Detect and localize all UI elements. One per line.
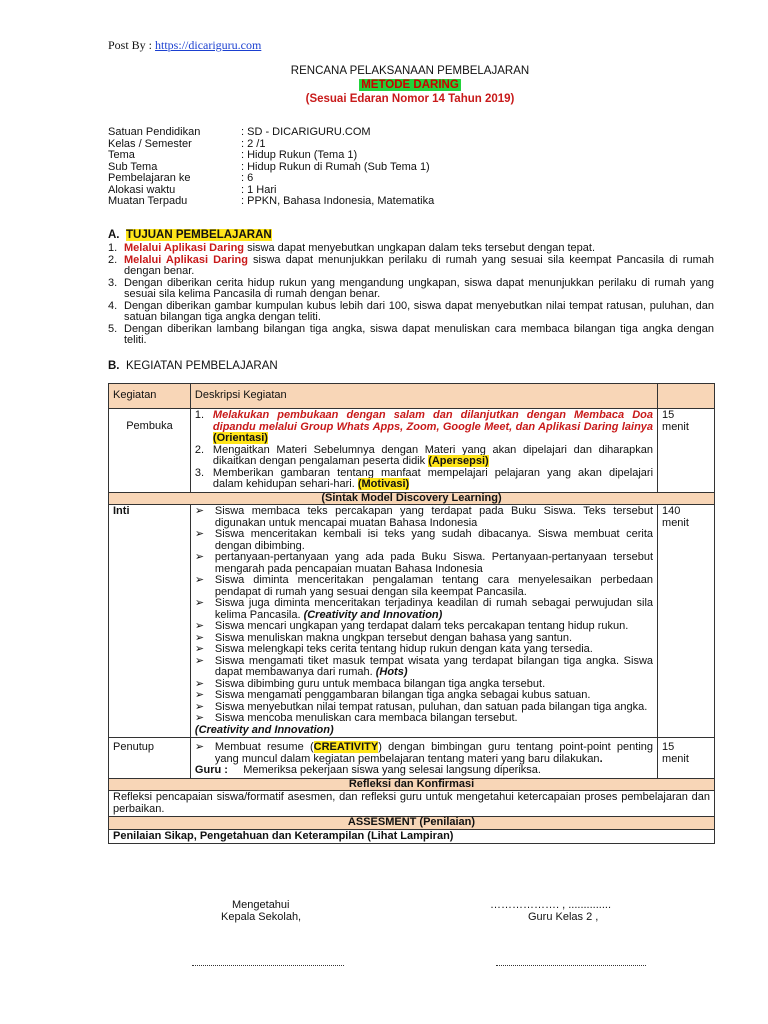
col-kegiatan: Kegiatan [109,384,191,409]
list-item: ➢ Siswa diminta menceritakan pengalaman tentang cara menyelesaikan perbedaan pendapat di rumah yang sesuai dengan sila keempat Pancasila. [194,574,654,598]
table-header-row [109,384,715,409]
list-item: ➢ Siswa dibimbing guru untuk membaca bilangan tiga angka tersebut. [194,677,546,690]
list-item: ➢ Membuat resume (CREATIVITY) dengan bimbingan guru tentang point-point penting yang muncul dalam kegiatan pembelajaran tentang materi yang baru dilakukan. [194,741,654,765]
table-row-assesment-title [109,817,715,830]
col-deskripsi: Deskripsi Kegiatan [190,384,657,409]
post-by [108,38,261,53]
list-item: ➢ Siswa juga diminta menceritakan terjadinya keadilan di rumah sebagai perwujudan sila kelima Pancasila. (Creativity and Innovation) [194,597,654,621]
list-item: 2. Melalui Aplikasi Daring siswa dapat menunjukkan perilaku di rumah yang sesuai sila keempat Pancasila di rumah dengan benar. [108,253,714,277]
table-row-inti [109,505,715,738]
list-item: 5. Dengan diberikan lambang bilangan tiga angka, siswa dapat menuliskan cara membaca bilangan tiga angka dengan teliti. [108,322,714,346]
list-item: ➢ pertanyaan-pertanyaan yang ada pada Buku Siswa. Pertanyaan-pertanyaan tersebut mengarah pada pencapaian muatan Bahasa Indonesia [194,551,654,575]
table-row-penutup [109,738,715,779]
identity-row: Tema : Hidup Rukun (Tema 1) [108,149,358,161]
row-label-pembuka: Pembuka [109,409,191,493]
list-item: ➢ Siswa mengamati penggambaran bilangan tiga angka sebagai kubus satuan. [194,689,591,701]
post-by-label: Post By : [108,38,156,52]
doc-title [0,64,768,106]
doc-title-line3: (Sesuai Edaran Nomor 14 Tahun 2019) [305,93,515,105]
signature-left: Mengetahui Kepala Sekolah, [221,899,302,923]
list-item: ➢ Siswa mencari ungkapan yang terdapat dalam teks percakapan tentang hidup rukun. [194,620,629,632]
signature-right: ………………. , .............. Guru Kelas 2 , [490,899,612,923]
guru-note: Guru : Memeriksa pekerjaan siswa yang selesai langsung diperiksa. [194,764,541,776]
row-label-inti: Inti [109,505,191,738]
time-pembuka: 15 menit [658,409,715,493]
list-item: ➢ Siswa mengamati tiket masuk tempat wisata yang terdapat bilangan tiga angka. Siswa dapat membawanya dari rumah. (Hots) [194,654,654,678]
time-inti: 140 menit [658,505,715,738]
list-item: 1. Melakukan pembukaan dengan salam dan dilanjutkan dengan Membaca Doa dipandu melalui Group Whats Apps, Zoom, Google Meet, dan Aplikasi Daring lainya (Orientasi) [194,409,654,444]
section-a-heading: A. TUJUAN PEMBELAJARAN [108,229,272,241]
identity-row: Sub Tema : Hidup Rukun di Rumah (Sub Tema 1) [108,160,430,173]
list-item: 3. Dengan diberikan cerita hidup rukun yang mengandung ungkapan, siswa dapat menunjukkan perilaku di rumah yang sesuai sila kelima Pancasila di rumah dengan benar. [108,276,714,300]
identity-row: Satuan Pendidikan : SD - DICARIGURU.COM [108,126,371,138]
inti-closing-tag: (Creativity and Innovation) [194,723,334,736]
identity-row: Kelas / Semester : 2 /1 [108,137,266,150]
sintak-band: (Sintak Model Discovery Learning) [109,492,715,505]
list-item: 2. Mengaitkan Materi Sebelumnya dengan Materi yang akan dipelajari dan diharapkan dikaitkan dengan pengalaman peserta didik (Apersepsi) [194,443,654,467]
table-row-assesment [109,829,715,844]
refleksi-text: Refleksi pencapaian siswa/formatif asesmen, dan refleksi guru untuk mengetahui ketercapaian proses pembelajaran dan perbaikan. [109,791,715,817]
row-label-penutup: Penutup [109,738,191,779]
list-item: 3. Memberikan gambaran tentang manfaat mempelajari pelajaran yang akan dipelajari dalam kehidupan sehari-hari. (Motivasi) [194,466,654,490]
section-b-title: KEGIATAN PEMBELAJARAN [126,360,278,372]
identity-row: Pembelajaran ke : 6 [108,172,254,184]
activities-table [108,383,715,844]
list-item: ➢ Siswa melengkapi teks cerita tentang hidup rukun dengan kata yang tersedia. [194,643,593,655]
list-item: ➢ Siswa membaca teks percakapan yang terdapat pada Buku Siswa. Teks tersebut digunakan untuk mencapai muatan Bahasa Indonesia [194,505,654,529]
table-row-refleksi-title [109,778,715,791]
doc-title-line1: RENCANA PELAKSANAAN PEMBELAJARAN [290,65,530,77]
objectives-list [108,243,714,347]
list-item: 4. Dengan diberikan gambar kumpulan kubus lebih dari 100, siswa dapat menyebutkan nilai tempat ratusan, puluhan, dan satuan bilangan tiga angka dengan teliti. [108,299,714,323]
signature-line-left [192,964,344,966]
time-penutup: 15 menit [658,738,715,779]
section-b-heading: B. KEGIATAN PEMBELAJARAN [108,360,278,372]
section-a-title: TUJUAN PEMBELAJARAN [126,229,272,241]
table-row-pembuka [109,409,715,493]
list-item: ➢ Siswa mencoba menuliskan cara membaca bilangan tersebut. [194,712,518,724]
identity-table [108,127,434,208]
signature-line-right [496,964,646,966]
list-item: 1. Melalui Aplikasi Daring siswa dapat menyebutkan ungkapan dalam teks tersebut dengan tepat. [108,242,596,254]
post-by-link[interactable]: https://dicariguru.com [155,38,262,52]
assesment-band: ASSESMENT (Penilaian) [109,817,715,830]
list-item: ➢ Siswa menceritakan kembali isi teks yang sudah dibacanya. Siswa membuat cerita dengan dibimbing. [194,528,654,552]
list-item: ➢ Siswa menyebutkan nilai tempat ratusan, puluhan, dan satuan pada bilangan tiga angka. [194,700,648,713]
identity-row: Muatan Terpadu : PPKN, Bahasa Indonesia, Matematika [108,195,435,207]
assesment-text: Penilaian Sikap, Pengetahuan dan Keterampilan (Lihat Lampiran) [109,829,715,844]
table-row-refleksi [109,791,715,817]
refleksi-band: Refleksi dan Konfirmasi [109,778,715,791]
doc-title-line2: METODE DARING [361,79,459,91]
table-row-sintak [109,492,715,505]
list-item: ➢ Siswa menuliskan makna ungkpan tersebut dengan bahasa yang santun. [194,631,573,644]
identity-row: Alokasi waktu : 1 Hari [108,183,277,196]
